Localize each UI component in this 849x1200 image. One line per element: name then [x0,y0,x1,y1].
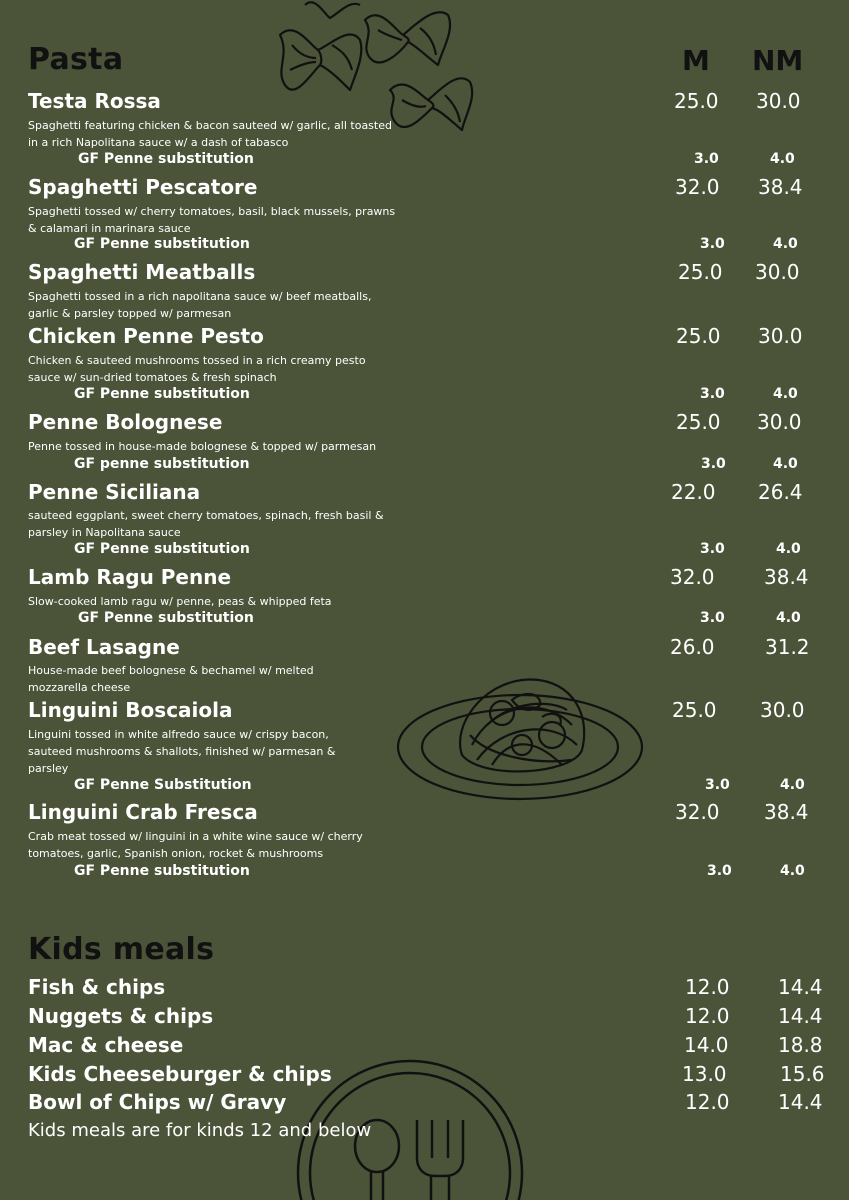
kids-item-price-m: 14.0 [684,1033,729,1057]
gf-price-m: 3.0 [701,456,726,472]
kids-item-name: Kids Cheeseburger & chips [28,1062,332,1086]
menu-item-price-m: 32.0 [675,175,720,199]
menu-item-price-nm: 31.2 [765,635,810,659]
menu-item-description: Slow-cooked lamb ragu w/ penne, peas & whipped feta [28,595,332,608]
menu-item-name: Penne Siciliana [28,480,201,504]
gf-price-m: 3.0 [705,777,730,793]
gf-price-m: 3.0 [700,541,725,557]
menu-item-description: Spaghetti tossed in a rich napolitana sauce w/ beef meatballs, garlic & parsley topped w/ parmesan [28,290,372,320]
gf-price-nm: 4.0 [773,386,798,402]
kids-item-price-nm: 18.8 [778,1033,823,1057]
menu-item-description: sauteed eggplant, sweet cherry tomatoes, spinach, fresh basil & parsley in Napolitana sauce [28,509,384,539]
gf-substitution-label: GF Penne Substitution [74,777,252,793]
kids-item-name: Fish & chips [28,975,166,999]
kids-age-note: Kids meals are for kinds 12 and below [28,1120,372,1141]
menu-item-price-nm: 38.4 [764,800,809,824]
menu-item-name: Spaghetti Pescatore [28,175,258,199]
menu-item-description: Chicken & sauteed mushrooms tossed in a rich creamy pesto sauce w/ sun-dried tomatoes & fresh spinach [28,354,366,384]
gf-substitution-label: GF penne substitution [74,456,250,472]
gf-price-nm: 4.0 [776,541,801,557]
menu-item-name: Spaghetti Meatballs [28,260,256,284]
kids-item-price-nm: 14.4 [778,1004,823,1028]
spaghetti-plate-icon [392,665,647,805]
menu-item-price-m: 25.0 [676,410,721,434]
menu-item-name: Lamb Ragu Penne [28,565,232,589]
column-header-m: M [682,44,710,77]
gf-price-m: 3.0 [700,610,725,626]
kids-item-price-m: 13.0 [682,1062,727,1086]
gf-substitution-label: GF Penne substitution [74,386,250,402]
menu-item-price-m: 32.0 [670,565,715,589]
menu-item-price-m: 22.0 [671,480,716,504]
kids-item-name: Nuggets & chips [28,1004,214,1028]
gf-price-nm: 4.0 [773,456,798,472]
menu-item-price-nm: 30.0 [757,410,802,434]
menu-item-description: House-made beef bolognese & bechamel w/ melted mozzarella cheese [28,664,314,694]
menu-item-price-m: 26.0 [670,635,715,659]
menu-item-price-nm: 26.4 [758,480,803,504]
menu-item-price-nm: 38.4 [764,565,809,589]
menu-item-description: Spaghetti tossed w/ cherry tomatoes, basil, black mussels, prawns & calamari in marinara sauce [28,205,396,235]
gf-price-nm: 4.0 [780,863,805,879]
gf-price-nm: 4.0 [780,777,805,793]
gf-price-m: 3.0 [700,236,725,252]
menu-item-price-nm: 30.0 [755,260,800,284]
gf-substitution-label: GF Penne substitution [74,863,250,879]
menu-item-name: Chicken Penne Pesto [28,324,264,348]
gf-substitution-label: GF Penne substitution [74,236,250,252]
column-header-nm: NM [752,44,804,77]
kids-item-price-nm: 14.4 [778,975,823,999]
menu-item-price-nm: 30.0 [758,324,803,348]
kids-item-name: Mac & cheese [28,1033,184,1057]
menu-item-name: Linguini Crab Fresca [28,800,258,824]
gf-price-m: 3.0 [700,386,725,402]
kids-item-name: Bowl of Chips w/ Gravy [28,1090,287,1114]
kids-item-price-m: 12.0 [685,975,730,999]
menu-item-name: Penne Bolognese [28,410,223,434]
menu-item-description: Crab meat tossed w/ linguini in a white wine sauce w/ cherry tomatoes, garlic, Spanish onion, rocket & mushrooms [28,830,363,860]
menu-item-price-m: 25.0 [674,89,719,113]
menu-item-name: Testa Rossa [28,89,161,113]
pasta-section-title: Pasta [28,42,124,77]
menu-item-price-m: 25.0 [678,260,723,284]
gf-substitution-label: GF Penne substitution [78,610,254,626]
gf-price-m: 3.0 [707,863,732,879]
menu-item-price-m: 25.0 [672,698,717,722]
menu-item-description: Linguini tossed in white alfredo sauce w/ crispy bacon, sauteed mushrooms & shallots, finished w/ parmesan & parsley [28,728,336,775]
menu-item-price-nm: 30.0 [760,698,805,722]
menu-item-price-nm: 30.0 [756,89,801,113]
gf-price-nm: 4.0 [770,151,795,167]
menu-item-price-m: 25.0 [676,324,721,348]
gf-price-nm: 4.0 [773,236,798,252]
menu-item-name: Beef Lasagne [28,635,180,659]
menu-item-price-nm: 38.4 [758,175,803,199]
kids-item-price-m: 12.0 [685,1090,730,1114]
gf-price-nm: 4.0 [776,610,801,626]
kids-item-price-nm: 15.6 [780,1062,825,1086]
kids-item-price-nm: 14.4 [778,1090,823,1114]
menu-item-name: Linguini Boscaiola [28,698,233,722]
gf-substitution-label: GF Penne substitution [78,151,254,167]
gf-price-m: 3.0 [694,151,719,167]
kids-item-price-m: 12.0 [685,1004,730,1028]
menu-item-description: Spaghetti featuring chicken & bacon sauteed w/ garlic, all toasted in a rich Napolitana sauce w/ a dash of tabasco [28,119,392,149]
menu-item-price-m: 32.0 [675,800,720,824]
gf-substitution-label: GF Penne substitution [74,541,250,557]
menu-item-description: Penne tossed in house-made bolognese & topped w/ parmesan [28,440,377,453]
kids-section-title: Kids meals [28,932,215,967]
